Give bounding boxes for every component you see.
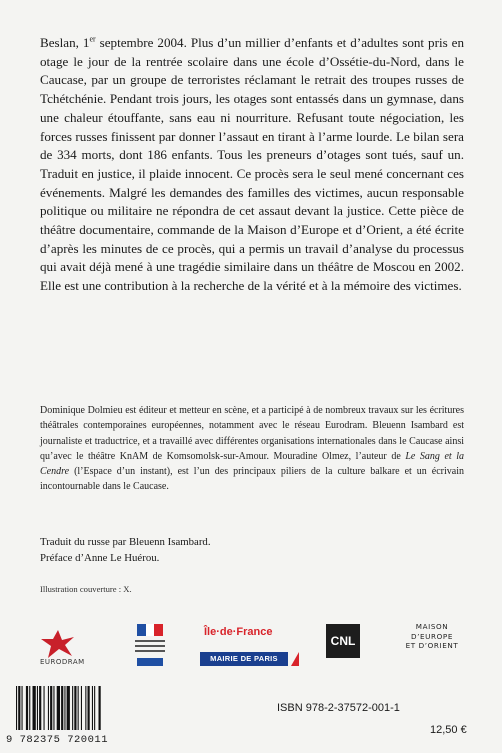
author-bios: [40, 403, 464, 495]
mdeo-line-1: MAISON: [415, 622, 449, 631]
mdeo-line-3: ET D’ORIENT: [405, 641, 459, 650]
summary-lead: Beslan, 1: [40, 35, 90, 50]
translator-credit: Traduit du russe par Bleuenn Isambard.: [40, 536, 211, 548]
credits: [40, 534, 464, 566]
maison-europe-orient-logo: [392, 622, 472, 672]
bio-book-title: Le Sang et la Cendre: [40, 450, 465, 478]
eurodram-logo: [38, 628, 85, 672]
back-cover-summary: [40, 34, 464, 296]
republique-francaise-logo: [133, 624, 167, 670]
mairie-de-paris-logo: MAIRIE DE PARIS: [200, 652, 288, 666]
french-flag-icon: [137, 624, 163, 636]
cnl-wordmark: CNL: [326, 624, 360, 658]
ile-de-france-logo: [200, 624, 312, 672]
partner-logos: [30, 622, 480, 674]
barcode-digits: 9 782375 720011: [6, 734, 109, 746]
preface-credit: Préface d’Anne Le Huérou.: [40, 552, 160, 564]
barcode-bars: [6, 686, 132, 732]
barcode: [6, 686, 132, 746]
summary-superscript: er: [89, 34, 96, 44]
bio-part-2: (l’Espace d’un instant), est l’un des principaux piliers de la culture balkare et un écrivain incontournable dans le Caucase.: [40, 466, 464, 493]
mairie-accent-icon: [290, 651, 300, 667]
eurodram-star-icon: [38, 628, 78, 660]
bottom-info: [0, 678, 502, 753]
price: 12,50 €: [430, 724, 467, 736]
illustration-credit: Illustration couverture : X.: [40, 584, 132, 594]
bio-part-1: Dominique Dolmieu est éditeur et metteur en scène, et a participé à de nombreux travaux sur les écritures théâtrales contemporaines européennes, notamment avec le réseau Eurodram. Bleuenn Isambard est journaliste et traductrice, et a travaillé avec différentes organisations internationales dans le Caucase ainsi qu’avec le théâtre KnAM de Komsomolsk-sur-Amour. Mouradine Olmez, l’auteur de: [40, 405, 464, 462]
rf-ministry-bar: [137, 658, 163, 666]
cnl-logo: [326, 624, 366, 664]
summary-body: septembre 2004. Plus d’un millier d’enfants et d’adultes sont pris en otage le jour de la rentrée scolaire dans une école d’Ossétie-du-Nord, dans le Caucase, par un groupe de terroristes réclamant le retrait des troupes russes de Tchétchénie. Pendant trois jours, les otages sont entassés dans un gymnase, dans une chaleur étouffante, sans eau ni nourriture. Refusant toute négociation, les forces russes finissent par donner l’assaut en tirant à l’arme lourde. Le bilan sera de 334 morts, dont 186 enfants. Tous les preneurs d’otages sont tués, sauf un. Traduit en justice, il plaide innocent. Ce procès sera le seul mené concernant ces événements. Malgré les demandes des familles des victimes, aucun responsable politique ou militaire ne répondra de cet assaut devant la justice. Cette pièce de théâtre documentaire, commande de la Maison d’Europe et d’Orient, a été écrite d’après les minutes de ce procès, qui a permis un travail d’analyse du processus qui avait déjà mené à une tragédie similaire dans un théâtre de Moscou en 2002. Elle est une contribution à la recherche de la vérité et à la mémoire des victimes.: [40, 35, 464, 294]
isbn: ISBN 978-2-37572-001-1: [277, 702, 400, 714]
mdeo-line-2: D’EUROPE: [411, 631, 453, 641]
idf-wordmark: Île·de·France: [204, 626, 273, 638]
rf-text-lines: [135, 640, 165, 655]
eurodram-wordmark: EURODRAM: [40, 658, 85, 666]
